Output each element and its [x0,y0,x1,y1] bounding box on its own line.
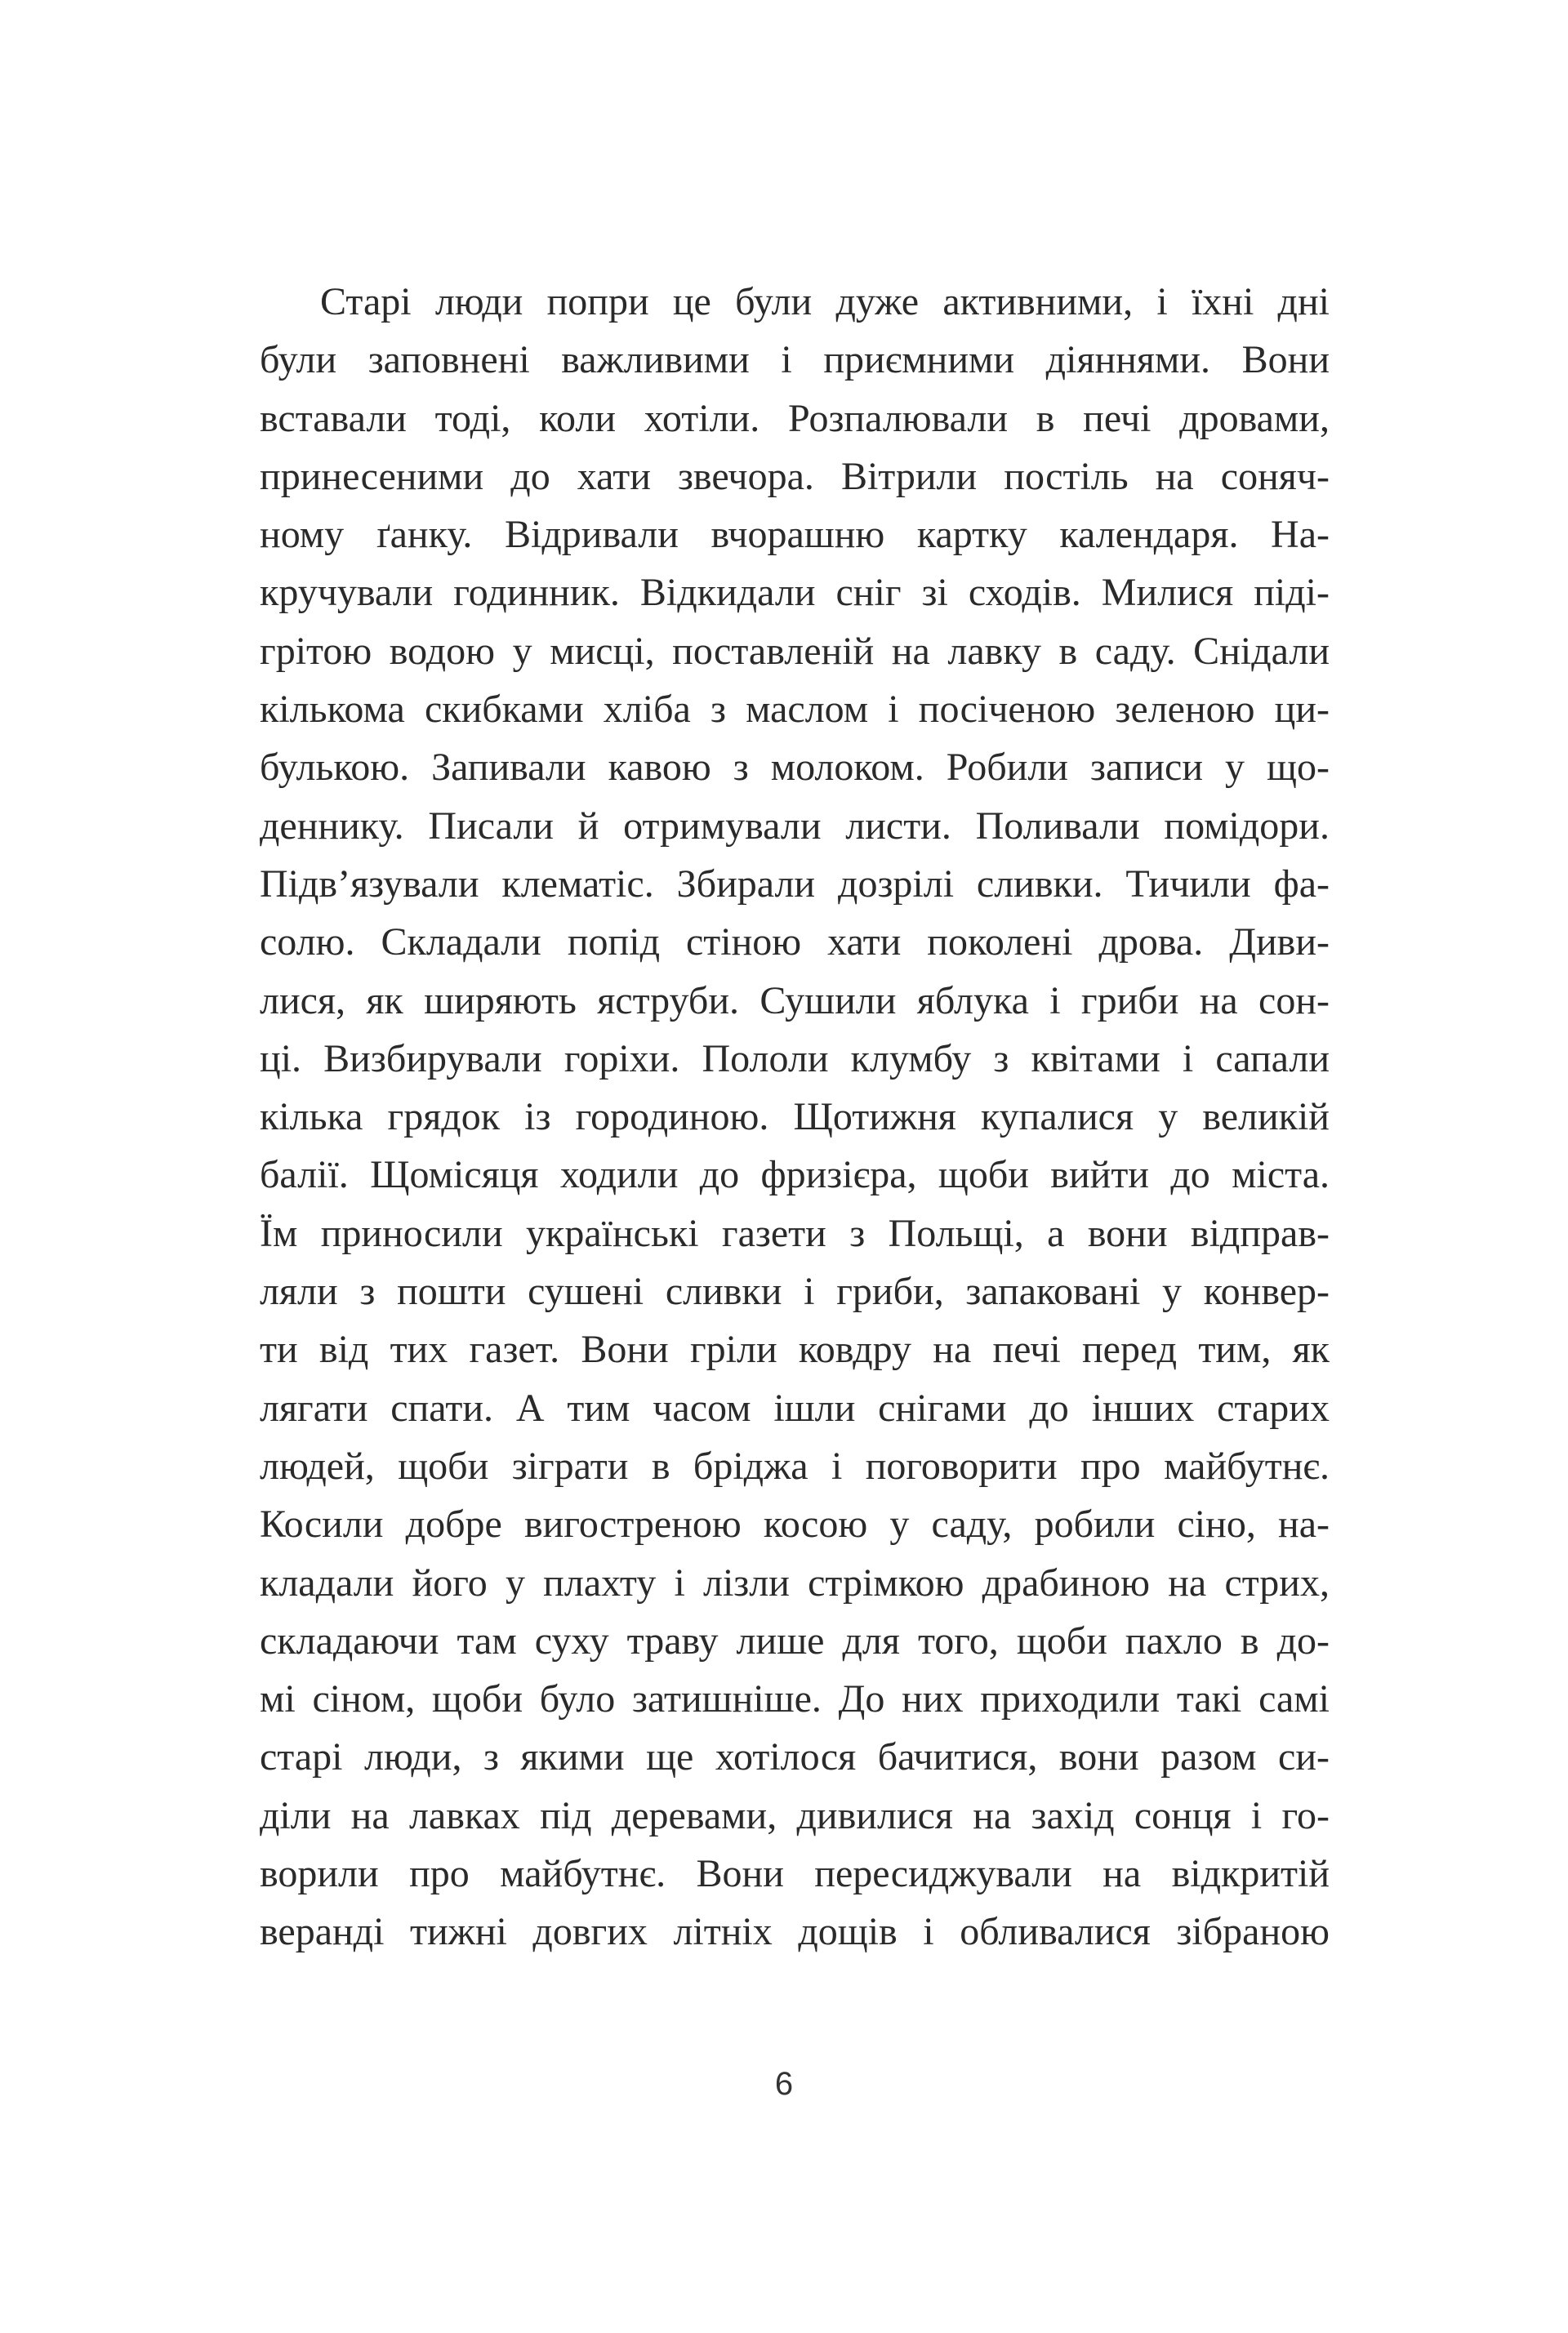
text-line: кладали його у плахту і лізли стрімкою драбиною на стрих, [260,1561,1330,1605]
text-line: Косили добре вигостреною косою у саду, робили сіно, на- [260,1503,1330,1547]
text-line: кількома скибками хліба з маслом і посіченою зеленою ци- [260,688,1330,732]
text-line: веранді тижні довгих літніх дощів і обливалися зібраною [260,1910,1330,1954]
body-paragraph [260,273,1330,1961]
text-line: булькою. Запивали кавою з молоком. Робили записи у що- [260,746,1330,790]
text-line: мі сіном, щоби було затишніше. До них приходили такі самі [260,1677,1330,1721]
text-line: людей, щоби зіграти в бріджа і поговорити про майбутнє. [260,1444,1330,1488]
text-line: діли на лавках під деревами, дивилися на захід сонця і го- [260,1793,1330,1837]
text-line: Підв’язували клематіс. Збирали дозрілі сливки. Тичили фа- [260,862,1330,906]
text-line: солю. Складали попід стіною хати поколені дрова. Диви- [260,920,1330,964]
text-line: принесеними до хати звечора. Вітрили постіль на соняч- [260,454,1330,498]
text-line: ти від тих газет. Вони гріли ковдру на печі перед тим, як [260,1328,1330,1372]
text-line: ці. Визбирували горіхи. Пололи клумбу з квітами і сапали [260,1036,1330,1080]
text-line: були заповнені важливими і приємними діяннями. Вони [260,338,1330,382]
text-line: старі люди, з якими ще хотілося бачитися, вони разом си- [260,1735,1330,1779]
text-line: Їм приносили українські газети з Польщі, а вони відправ- [260,1211,1330,1255]
page-number: 6 [774,2066,794,2102]
text-line: складаючи там суху траву лише для того, щоби пахло в до- [260,1618,1330,1663]
text-line: деннику. Писали й отримували листи. Поливали помідори. [260,804,1330,848]
text-line: лягати спати. А тим часом ішли снігами до інших старих [260,1386,1330,1430]
text-line: ному ґанку. Відривали вчорашню картку календаря. На- [260,513,1330,557]
text-line: вставали тоді, коли хотіли. Розпалювали в печі дровами, [260,396,1330,440]
text-line: балії. Щомісяця ходили до фризієра, щоби вийти до міста. [260,1153,1330,1197]
text-line: лися, як ширяють яструби. Сушили яблука і гриби на сон- [260,978,1330,1022]
text-line: ляли з пошти сушені сливки і гриби, запаковані у конвер- [260,1270,1330,1314]
text-line: кручували годинник. Відкидали сніг зі сходів. Милися піді- [260,571,1330,615]
text-line: кілька грядок із городиною. Щотижня купалися у великій [260,1095,1330,1139]
text-line: грітою водою у мисці, поставленій на лавку в саду. Снідали [260,629,1330,673]
text-line: Старі люди попри це були дуже активними, і їхні дні [320,280,1330,323]
text-line: ворили про майбутнє. Вони пересиджували на відкритій [260,1852,1330,1896]
